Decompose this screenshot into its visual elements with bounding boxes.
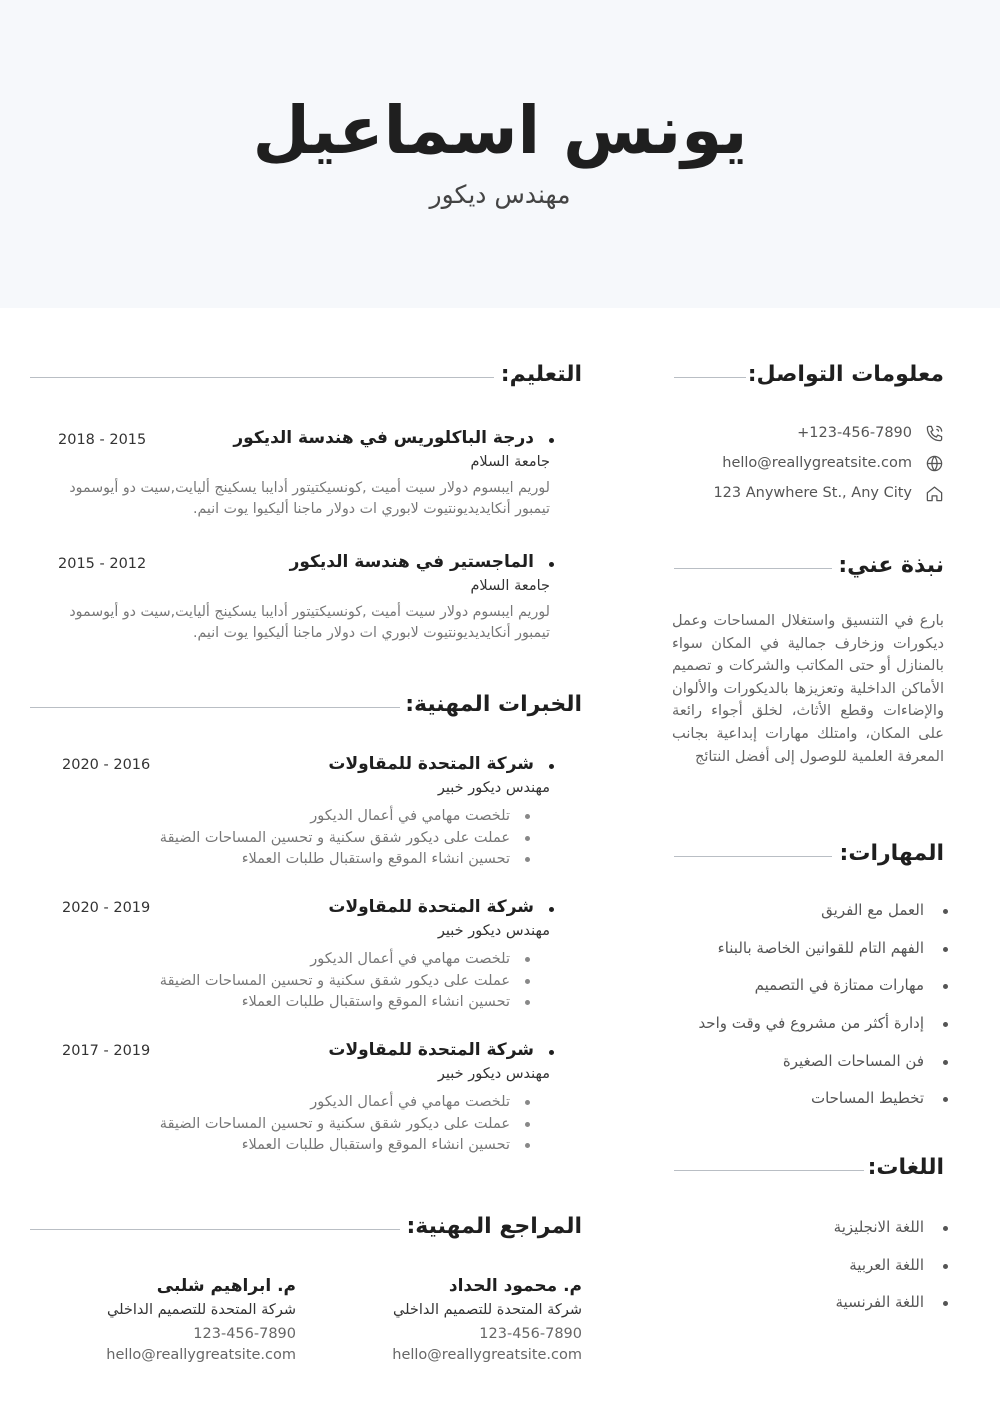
- experience-entry: [94, 897, 554, 1014]
- list-item: اللغة العربية: [648, 1256, 948, 1294]
- company-name: شركة المتحدة للمقاولات: [94, 897, 554, 923]
- references-heading: المراجع المهنية:: [406, 1214, 582, 1239]
- about-divider: [674, 568, 832, 569]
- list-item: مهارات ممتازة في التصميم: [648, 976, 948, 1014]
- about-text: بارع في التنسيق واستغلال المساحات وعمل ديكورات وزخارف جمالية في المكان سواء بالمنازل أو حتى المكاتب والشركات و تصميم الأماكن الداخلية وتعزيزها بالديكورات والألوان والإضاءات وقطع الأثاث، لخلق أجواء رائعة على المكان، وامتلك مهارات إبداعية بجانب المعرفة العلمية للوصول إلى أفضل النتائج: [672, 612, 944, 765]
- skills-divider: [674, 856, 832, 857]
- reference-card: [36, 1276, 296, 1368]
- list-item: إدارة أكثر من مشروع في وقت واحد: [648, 1014, 948, 1052]
- reference-card: [322, 1276, 582, 1368]
- entry-dates: 2015 - 2012: [58, 556, 147, 572]
- list-item: عملت على ديكور شقق سكنية و تحسين المساحات الضيقة: [94, 971, 530, 993]
- reference-email: hello@reallygreatsite.com: [106, 1347, 296, 1363]
- school-name: جامعة السلام: [470, 454, 550, 470]
- job-title: مهندس ديكور: [429, 180, 571, 209]
- list-item: تلخصت مهامي في أعمال الديكور: [94, 806, 530, 828]
- duties-list: [94, 806, 554, 871]
- contact-phone-row: [644, 422, 944, 444]
- contact-phone: +123-456-7890: [797, 425, 912, 441]
- list-item: تخطيط المساحات: [648, 1089, 948, 1127]
- phone-icon: [924, 423, 944, 443]
- reference-name: م. محمود الحداد: [448, 1276, 582, 1296]
- entry-dates: 2020 - 2019: [62, 900, 151, 916]
- list-item: تحسين انشاء الموقع واستقبال طلبات العملاء: [94, 849, 530, 871]
- skills-list: [648, 901, 948, 1127]
- entry-description: لوريم ايبسوم دولار سيت أميت ,كونسيكتيتور أدايبا يسكينج أليايت,سيت دو أيوسمود تيمبور أنكايديديونتيوت لابوري ات دولار ماجنا أليكيوا يوت انيم.: [69, 604, 550, 641]
- list-item: اللغة الانجليزية: [648, 1218, 948, 1256]
- duties-list: [94, 1092, 554, 1157]
- list-item: تحسين انشاء الموقع واستقبال طلبات العملاء: [94, 992, 530, 1014]
- reference-name: م. ابراهيم شلبى: [156, 1276, 296, 1296]
- experience-heading: الخبرات المهنية:: [405, 692, 582, 717]
- job-role: مهندس ديكور خبير: [437, 1066, 550, 1082]
- degree-title: درجة الباكلوريس في هندسة الديكور: [34, 428, 554, 454]
- list-item: عملت على ديكور شقق سكنية و تحسين المساحات الضيقة: [94, 1114, 530, 1136]
- globe-icon: [924, 453, 944, 473]
- reference-company: شركة المتحدة للتصميم الداخلي: [393, 1302, 582, 1318]
- list-item: عملت على ديكور شقق سكنية و تحسين المساحات الضيقة: [94, 828, 530, 850]
- contact-email-row: [644, 452, 944, 474]
- skills-heading: المهارات:: [839, 841, 944, 866]
- list-item: العمل مع الفريق: [648, 901, 948, 939]
- references-divider: [30, 1229, 400, 1230]
- job-role: مهندس ديكور خبير: [437, 923, 550, 939]
- list-item: تحسين انشاء الموقع واستقبال طلبات العملاء: [94, 1135, 530, 1157]
- contact-email: hello@reallygreatsite.com: [722, 455, 912, 471]
- header-band: [0, 0, 1000, 308]
- list-item: تلخصت مهامي في أعمال الديكور: [94, 1092, 530, 1114]
- contact-divider: [674, 377, 746, 378]
- entry-dates: 2018 - 2015: [58, 432, 147, 448]
- contact-address-row: [644, 482, 944, 504]
- entry-description: لوريم ايبسوم دولار سيت أميت ,كونسيكتيتور أدايبا يسكينج أليايت,سيت دو أيوسمود تيمبور أنكايديديونتيوت لابوري ات دولار ماجنا أليكيوا يوت انيم.: [69, 480, 550, 517]
- entry-dates: 2020 - 2016: [62, 757, 151, 773]
- reference-phone: 123-456-7890: [479, 1326, 582, 1342]
- entry-dates: 2017 - 2019: [62, 1043, 151, 1059]
- company-name: شركة المتحدة للمقاولات: [94, 754, 554, 780]
- list-item: تلخصت مهامي في أعمال الديكور: [94, 949, 530, 971]
- languages-list: [648, 1218, 948, 1331]
- experience-divider: [30, 707, 400, 708]
- degree-title: الماجستير في هندسة الديكور: [34, 552, 554, 578]
- reference-phone: 123-456-7890: [193, 1326, 296, 1342]
- about-heading: نبذة عني:: [838, 553, 944, 578]
- languages-heading: اللغات:: [867, 1155, 944, 1180]
- contact-heading: معلومات التواصل:: [747, 362, 944, 387]
- person-name: يونس اسماعيل: [252, 92, 748, 169]
- job-role: مهندس ديكور خبير: [437, 780, 550, 796]
- school-name: جامعة السلام: [470, 578, 550, 594]
- list-item: اللغة الفرنسية: [648, 1293, 948, 1331]
- home-icon: [924, 483, 944, 503]
- contact-address: 123 Anywhere St., Any City: [713, 485, 912, 501]
- experience-entry: [94, 754, 554, 871]
- languages-divider: [674, 1170, 864, 1171]
- reference-email: hello@reallygreatsite.com: [392, 1347, 582, 1363]
- list-item: فن المساحات الصغيرة: [648, 1052, 948, 1090]
- education-divider: [30, 377, 494, 378]
- experience-entry: [94, 1040, 554, 1157]
- company-name: شركة المتحدة للمقاولات: [94, 1040, 554, 1066]
- duties-list: [94, 949, 554, 1014]
- reference-company: شركة المتحدة للتصميم الداخلي: [107, 1302, 296, 1318]
- education-heading: التعليم:: [500, 362, 582, 387]
- list-item: الفهم التام للقوانين الخاصة بالبناء: [648, 939, 948, 977]
